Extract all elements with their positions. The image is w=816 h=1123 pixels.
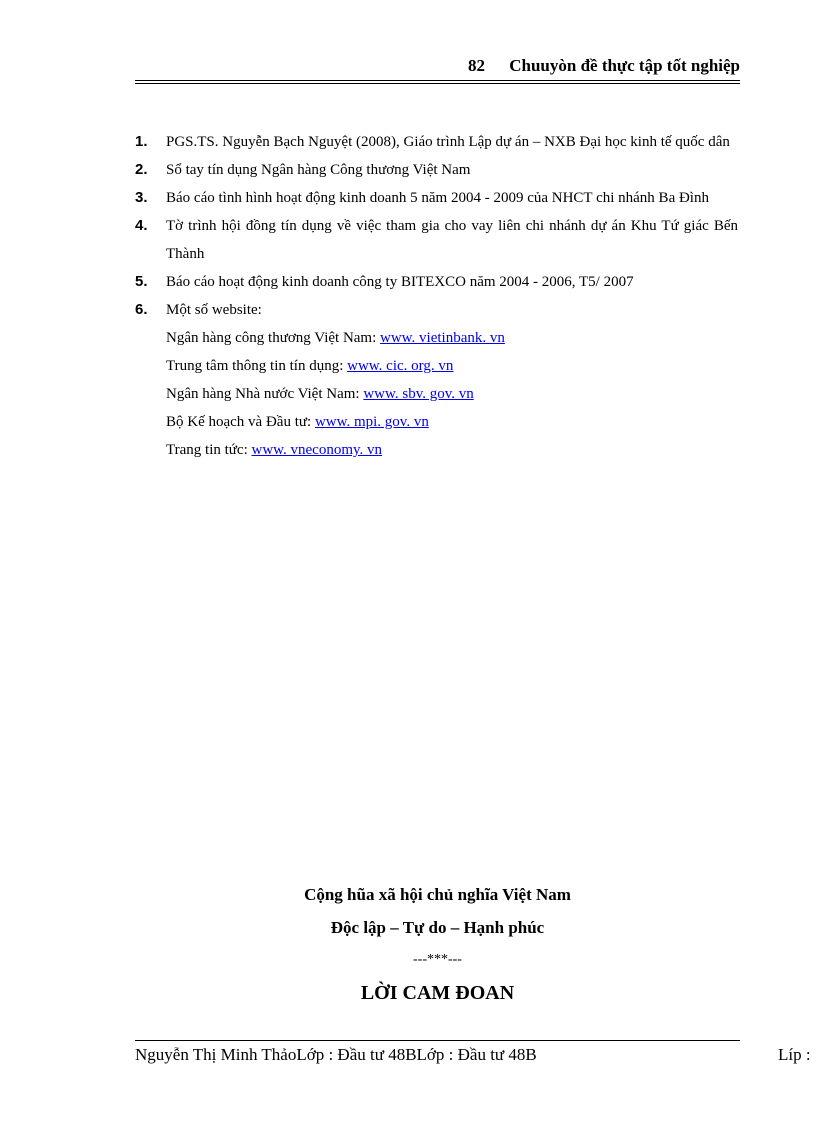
reference-number: 1. bbox=[135, 133, 148, 150]
website-label: Bộ Kế hoạch và Đầu tư: bbox=[166, 414, 315, 430]
website-link[interactable]: www. mpi. gov. vn bbox=[314, 414, 429, 430]
footer-class-label: Líp : bbox=[778, 1045, 811, 1064]
reference-item bbox=[135, 268, 738, 296]
reference-text: Báo cáo tình hình hoạt động kinh doanh 5 năm 2004 - 2009 của NHCT chi nhánh Ba Đình bbox=[166, 190, 709, 206]
reference-item bbox=[135, 156, 738, 184]
website-line bbox=[166, 436, 738, 464]
reference-item bbox=[135, 184, 738, 212]
reference-number: 6. bbox=[135, 301, 148, 318]
website-list-item bbox=[135, 296, 738, 464]
header-rule-thin bbox=[135, 83, 740, 84]
header-title: Chuuyòn đề thực tập tốt nghiệp bbox=[509, 56, 740, 75]
website-link[interactable]: www. vneconomy. vn bbox=[251, 442, 383, 458]
motto-separator: ---***--- bbox=[413, 952, 462, 967]
header-rule bbox=[135, 80, 740, 81]
website-label: Ngân hàng Nhà nước Việt Nam: bbox=[166, 386, 364, 402]
reference-number: 3. bbox=[135, 189, 148, 206]
pledge-heading: LỜI CAM ĐOAN bbox=[360, 982, 515, 1004]
reference-text: PGS.TS. Nguyễn Bạch Nguyệt (2008), Giáo trình Lập dự án – NXB Đại học kinh tế quốc dân bbox=[166, 134, 730, 150]
reference-item bbox=[135, 212, 738, 268]
website-line bbox=[166, 408, 738, 436]
page-header bbox=[135, 56, 740, 76]
national-motto-line1: Cộng hũa xã hội chủ nghĩa Việt Nam bbox=[304, 885, 571, 904]
website-label: Trang tin tức: bbox=[166, 442, 252, 458]
website-line bbox=[166, 380, 738, 408]
website-label: Ngân hàng công thương Việt Nam: bbox=[166, 330, 381, 346]
reference-text: Báo cáo hoạt động kinh doanh công ty BITEXCO năm 2004 - 2006, T5/ 2007 bbox=[166, 274, 634, 290]
reference-item bbox=[135, 128, 738, 156]
website-link[interactable]: www. vietinbank. vn bbox=[380, 330, 505, 346]
reference-number: 5. bbox=[135, 273, 148, 290]
footer-rule bbox=[135, 1040, 740, 1041]
reference-list bbox=[135, 128, 738, 464]
footer-author: Nguyễn Thị Minh ThảoLớp : Đầu tư 48BLớp : Đầu tư 48B bbox=[135, 1045, 537, 1064]
website-link[interactable]: www. cic. org. vn bbox=[347, 358, 454, 374]
reference-number: 4. bbox=[135, 217, 148, 234]
reference-text: Tờ trình hội đồng tín dụng về việc tham gia cho vay liên chi nhánh dự án Khu Tứ giác Bến Thành bbox=[166, 218, 738, 262]
website-line bbox=[166, 352, 738, 380]
reference-text: Sổ tay tín dụng Ngân hàng Công thương Việt Nam bbox=[166, 162, 471, 178]
website-line bbox=[166, 324, 738, 352]
website-link[interactable]: www. sbv. gov. vn bbox=[363, 386, 474, 402]
website-heading: Một số website: bbox=[166, 302, 262, 318]
page-number: 82 bbox=[467, 56, 485, 75]
website-label: Trung tâm thông tin tín dụng: bbox=[166, 358, 348, 374]
national-motto-line2: Độc lập – Tự do – Hạnh phúc bbox=[330, 918, 545, 937]
reference-number: 2. bbox=[135, 161, 148, 178]
